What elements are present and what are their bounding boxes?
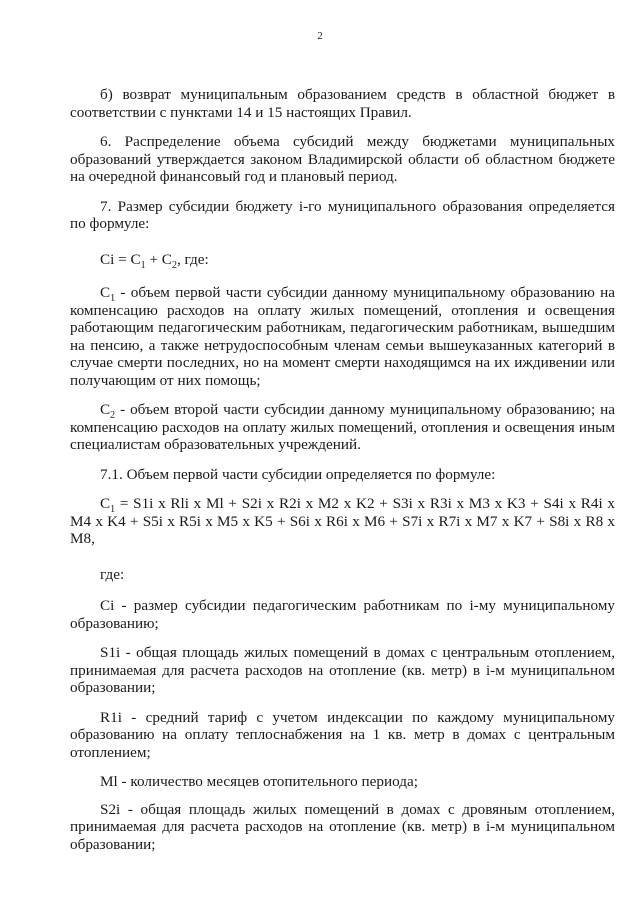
definition-m1: Ml - количество месяцев отопительного периода; <box>100 773 418 790</box>
definition-ci: Ci - размер субсидии педагогическим работникам по i-му муниципальному образованию; <box>70 597 615 632</box>
definition-c1: $C_1$ - объем первой части субсидии данному муниципальному образованию на компенсацию расходов на оплату жилых помещений, отопления и освещения работающим педагогическим работникам, педагогическим работникам, вышедшим на пенсию, а также нетрудоспособным членам семьи вышеуказанных категорий в случае смерти последних, но на момент смерти находящимся на их иждивении или получающим от них помощь; <box>70 284 615 389</box>
formula-c1: $C_1 = S1i$ x Rli x Ml + S2i x R2i x M2 x K2 + S3i x R3i x M3 x K3 + S4i x R4i x M4 x K4 + S5i x R5i x M5 x K5 + S6i x R6i x M6 + S7i x R7i x M7 x K7 + S8i x R8 x M8, <box>70 495 615 547</box>
page-number: 2 <box>317 30 323 42</box>
paragraph-6-distribution: 6. Распределение объема субсидий между бюджетами муниципальных образований утверждается законом Владимирской области об областном бюджете на очередной финансовый год и плановый период. <box>70 133 615 185</box>
formula-ci: $Ci = C_1 + C_2$, где: <box>100 250 209 271</box>
where-label: где: <box>100 565 125 583</box>
definition-r1i: R1i - средний тариф с учетом индексации по каждому муниципальному образованию на оплату теплоснабжения на 1 кв. метр в домах с центральным отоплением; <box>70 708 615 761</box>
document-body <box>70 86 615 865</box>
paragraph-7-size: 7. Размер субсидии бюджету i-го муниципального образования определяется по формуле: <box>70 197 615 232</box>
paragraph-7-1: 7.1. Объем первой части субсидии определяется по формуле: <box>100 465 496 483</box>
definition-s1i: S1i - общая площадь жилых помещений в домах с центральным отоплением, принимаемая для расчета расходов на отопление (кв. метр) в i-м муниципальном образовании; <box>70 644 615 696</box>
definition-s2i: S2i - общая площадь жилых помещений в домах с дровяным отоплением, принимаемая для расчета расходов на отопление (кв. метр) в i-м муниципальном образовании; <box>70 800 615 853</box>
paragraph-refund: б) возврат муниципальным образованием средств в областной бюджет в соответствии с пунктами 14 и 15 настоящих Правил. <box>70 86 615 121</box>
definition-c2: $C_2$ - объем второй части субсидии данному муниципальному образованию; на компенсацию расходов на оплату жилых помещений, отопления и освещения иным специалистам образовательных учреждений. <box>70 401 615 453</box>
